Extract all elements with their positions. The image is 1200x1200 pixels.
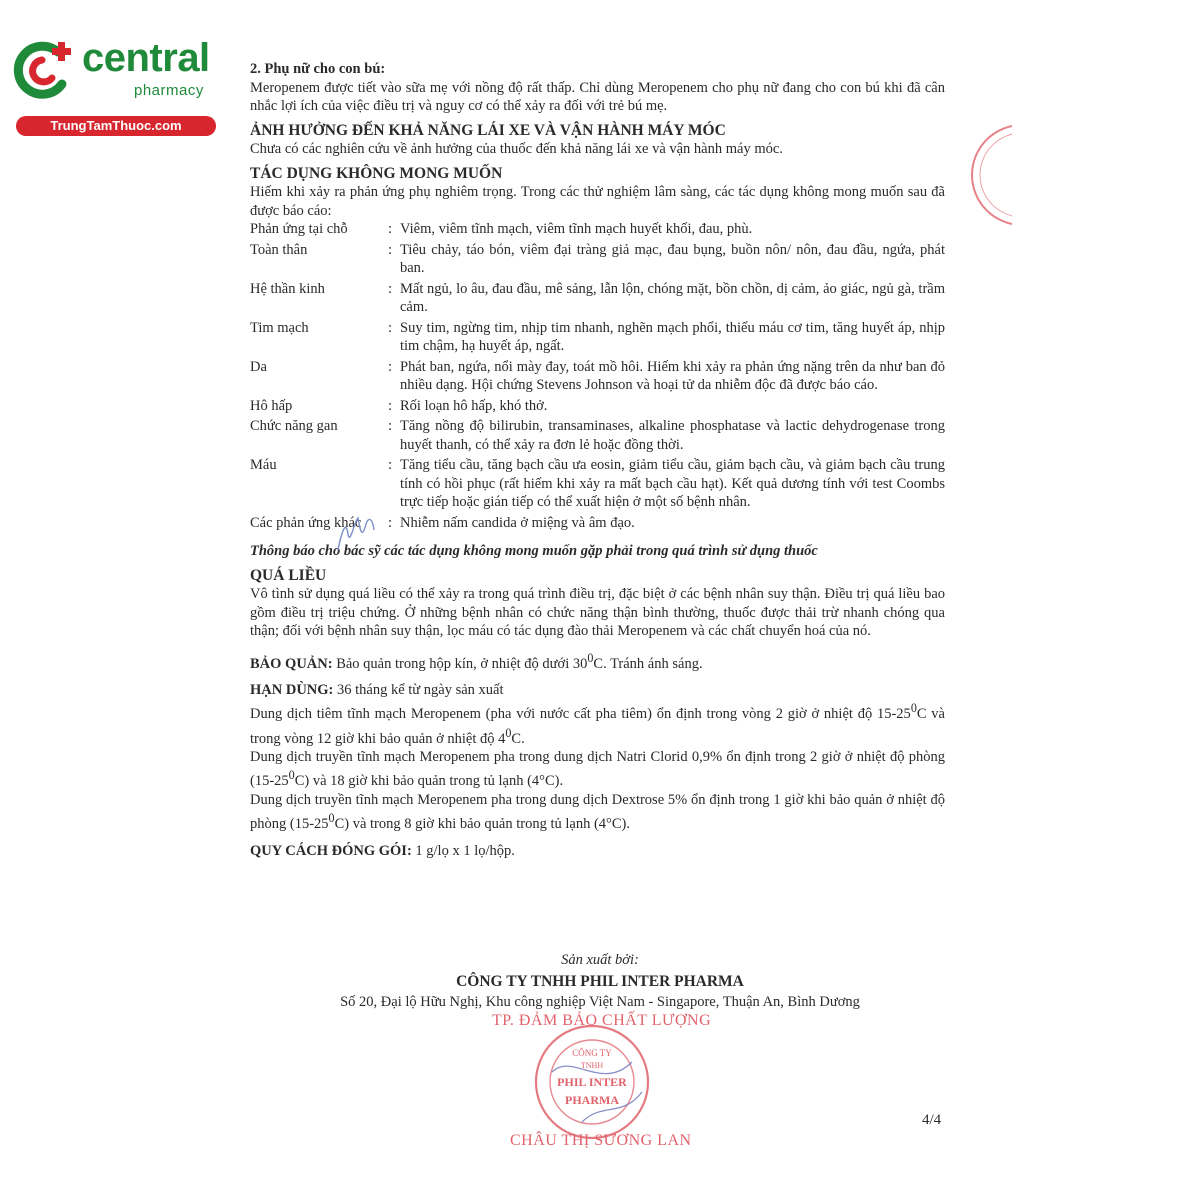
section-adverse-intro: Hiếm khi xảy ra phản ứng phụ nghiêm trọng. Trong các thử nghiệm lâm sàng, các tác dụng không mong muốn sau đã được báo cáo: — [250, 184, 945, 219]
ae-label: Các phản ứng khác — [250, 514, 362, 531]
section-packaging-title: QUY CÁCH ĐÓNG GÓI: — [250, 842, 412, 859]
ae-label: Máu — [250, 457, 277, 473]
section-shelf-life-title: HẠN DÙNG: — [250, 681, 334, 698]
manufacturer-address: Số 20, Đại lộ Hữu Nghị, Khu công nghiệp Việt Nam - Singapore, Thuận An, Bình Dương — [340, 994, 860, 1010]
page-number: 4/4 — [922, 1112, 942, 1128]
stability-text: C) và trong 8 giờ khi bảo quản trong tủ lạnh (4°C). — [334, 816, 630, 833]
ae-label: Phản ứng tại chỗ — [250, 221, 348, 237]
ae-text: Suy tim, ngừng tim, nhịp tim nhanh, nghẽn mạch phổi, thiếu máu cơ tim, tăng huyết áp, nhịp tim chậm, hạ huyết áp, ngất. — [400, 319, 945, 354]
report-notice: Thông báo cho bác sỹ các tác dụng không mong muốn gặp phải trong quá trình sử dụng thuốc — [250, 543, 818, 559]
table-row — [250, 241, 945, 280]
ae-text: Mất ngủ, lo âu, đau đầu, mê sảng, lẫn lộn, chóng mặt, bồn chồn, dị cảm, ảo giác, ngủ gà, trầm cảm. — [400, 280, 945, 315]
ae-colon: : — [388, 397, 393, 414]
ae-label: Hệ thần kinh — [250, 280, 325, 297]
ae-text: Nhiễm nấm candida ở miệng và âm đạo. — [400, 514, 635, 531]
storage-text-b: C. Tránh ánh sáng. — [593, 655, 703, 672]
stability-paragraph-3 — [250, 791, 945, 834]
section-shelf-life — [250, 681, 945, 700]
section-packaging — [250, 842, 945, 861]
svg-text:CÔNG TY: CÔNG TY — [572, 1048, 612, 1058]
degree-sup: 0 — [288, 768, 295, 783]
logo-subtitle: pharmacy — [134, 82, 204, 99]
ae-text: Rối loạn hô hấp, khó thở. — [400, 397, 548, 414]
stability-text: Dung dịch tiêm tĩnh mạch Meropenem (pha với nước cất pha tiêm) ổn định trong vòng 2 giờ ở nhiệt độ 15-25 — [250, 706, 911, 723]
ae-colon: : — [388, 418, 393, 434]
section-overdose-title: QUÁ LIỀU — [250, 566, 327, 584]
ae-text: Viêm, viêm tĩnh mạch, viêm tĩnh mạch huyết khối, đau, phù. — [400, 221, 753, 237]
stability-text: Dung dịch truyền tĩnh mạch Meropenem pha trong dung dịch Natri Clorid 0,9% ổn định trong 2 giờ ở nhiệt độ phòng (15-25 — [250, 748, 945, 790]
ae-colon: : — [388, 241, 393, 258]
ae-label: Chức năng gan — [250, 418, 338, 434]
ae-colon: : — [388, 457, 393, 473]
partial-stamp-icon — [952, 120, 1012, 230]
svg-text:PHIL INTER: PHIL INTER — [557, 1075, 627, 1089]
ae-label: Hô hấp — [250, 397, 293, 414]
ae-text: Tăng tiểu cầu, tăng bạch cầu ưa eosin, giảm tiểu cầu, giảm bạch cầu, và giảm bạch cầu trung tính có hồi phục (rất hiếm khi xảy ra mất bạch cầu hạt). Kết quả dương tính với test Coombs trực tiếp hoặc gián tiếp có thể xuất hiện ở một số bệnh nhân. — [400, 457, 945, 510]
section-storage — [250, 649, 945, 673]
section-overdose-text: Vô tình sử dụng quá liều có thể xảy ra trong quá trình điều trị, đặc biệt ở các bệnh nhân suy thận. Điều trị quá liều bao gồm điều trị triệu chứng. Ở những bệnh nhân có chức năng thận bình thường, thuốc được thải trừ nhanh chóng qua thận; đối với bệnh nhân suy thận, lọc máu có tác dụng đào thải Meropenem và các chất chuyển hoá của nó. — [250, 586, 945, 639]
packaging-text: 1 g/lọ x 1 lọ/hộp. — [415, 842, 515, 859]
stability-paragraph-1 — [250, 699, 945, 748]
section-breastfeeding-text: Meropenem được tiết vào sữa mẹ với nồng độ rất thấp. Chỉ dùng Meropenem cho phụ nữ đang cho con bú khi đã cân nhắc lợi ích của việc điều trị và nguy cơ có thể xảy ra đối với trẻ bú mẹ. — [250, 79, 945, 114]
ae-text: Tiêu chảy, táo bón, viêm đại tràng giả mạc, đau bụng, buồn nôn/ nôn, đau đầu, ngứa, phát ban. — [400, 241, 945, 276]
company-seal-icon — [512, 1022, 672, 1140]
table-row — [250, 319, 945, 358]
section-adverse-title: TÁC DỤNG KHÔNG MONG MUỐN — [250, 164, 503, 182]
stability-text: C) và 18 giờ khi bảo quản trong tủ lạnh (4°C). — [294, 773, 564, 790]
table-row — [250, 417, 945, 456]
ae-label: Toàn thân — [250, 241, 308, 258]
ae-colon: : — [388, 514, 393, 531]
stability-text: C. — [511, 730, 525, 747]
ae-colon: : — [388, 319, 393, 336]
shelf-life-text: 36 tháng kể từ ngày sản xuất — [337, 681, 504, 698]
storage-text-a: Bảo quản trong hộp kín, ở nhiệt độ dưới 30 — [336, 655, 588, 672]
leaflet-page — [250, 60, 945, 860]
degree-sup: 0 — [328, 811, 335, 826]
section-driving-title: ẢNH HƯỞNG ĐẾN KHẢ NĂNG LÁI XE VÀ VẬN HÀNH MÁY MÓC — [250, 121, 726, 139]
logo-url[interactable]: TrungTamThuoc.com — [16, 116, 216, 136]
manufacturer-name: CÔNG TY TNHH PHIL INTER PHARMA — [456, 973, 744, 990]
brand-logo[interactable] — [12, 36, 222, 136]
section-breastfeeding-title: 2. Phụ nữ cho con bú: — [250, 61, 386, 77]
stability-paragraph-2 — [250, 748, 945, 791]
table-row — [250, 280, 945, 319]
svg-text:PHARMA: PHARMA — [565, 1093, 619, 1107]
ae-colon: : — [388, 280, 393, 297]
degree-sup: 0 — [910, 701, 917, 716]
signer-name: CHÂU THỊ SƯƠNG LAN — [510, 1132, 692, 1149]
svg-text:TNHH: TNHH — [580, 1061, 604, 1070]
table-row — [250, 220, 945, 241]
table-row — [250, 397, 945, 418]
manufacturer-label: Sản xuất bởi: — [561, 952, 639, 968]
ae-colon: : — [388, 358, 393, 375]
section-storage-title: BẢO QUẢN: — [250, 655, 333, 672]
ae-text: Tăng nồng độ bilirubin, transaminases, alkaline phosphatase và lactic dehydrogenase trong huyết thanh, có thể xảy ra đơn lẻ hoặc đồng thời. — [400, 418, 945, 453]
stability-text: Dung dịch truyền tĩnh mạch Meropenem pha trong dung dịch Dextrose 5% ổn định trong 1 giờ khi bảo quản ở nhiệt độ phòng (15-25 — [250, 791, 945, 833]
ae-colon: : — [388, 221, 393, 237]
stability-text: C và trong vòng 12 giờ khi bảo quản ở nhiệt độ 4 — [250, 706, 945, 747]
signature-title: TP. ĐẢM BẢO CHẤT LƯỢNG — [492, 1012, 712, 1029]
ae-text: Phát ban, ngứa, nổi mày đay, toát mồ hôi. Hiếm khi xảy ra phản ứng nặng trên da như ban đỏ nhiều dạng. Hội chứng Stevens Johnson và hoại tử da nhiễm độc đã được báo cáo. — [400, 358, 945, 393]
adverse-effects-table — [250, 220, 945, 534]
degree-sup: 0 — [587, 650, 594, 665]
ae-label: Da — [250, 358, 267, 375]
manufacturer-block — [250, 950, 950, 1013]
table-row — [250, 358, 945, 397]
ae-label: Tim mạch — [250, 319, 309, 336]
section-driving-text: Chưa có các nghiên cứu về ảnh hưởng của thuốc đến khả năng lái xe và vận hành máy móc. — [250, 141, 783, 157]
pharmacy-cross-icon — [12, 38, 76, 102]
logo-name: central — [82, 36, 210, 80]
degree-sup: 0 — [505, 725, 512, 740]
handwritten-initials-icon — [332, 500, 382, 560]
